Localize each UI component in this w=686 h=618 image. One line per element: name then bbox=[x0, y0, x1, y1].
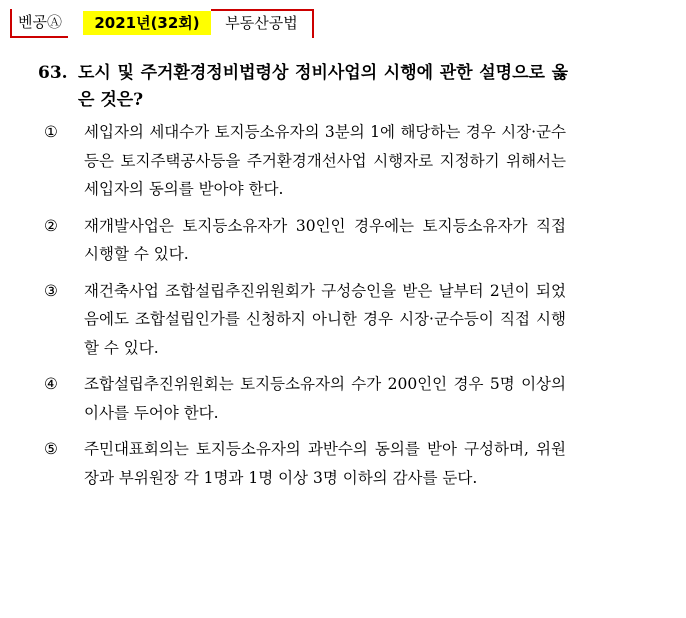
answer-option-1[interactable] bbox=[44, 118, 566, 204]
exam-year-badge: 2021년(32회) bbox=[83, 11, 211, 35]
answer-option-4[interactable] bbox=[44, 370, 566, 427]
answer-options bbox=[44, 118, 566, 500]
option-text: 재개발사업은 토지등소유자가 30인인 경우에는 토지등소유자가 직접 시행할 수 있다. bbox=[84, 216, 566, 263]
exam-subject: 부동산공법 bbox=[211, 9, 314, 38]
answer-option-3[interactable] bbox=[44, 277, 566, 363]
option-text: 조합설립추진위원회는 토지등소유자의 수가 200인인 경우 5명 이상의 이사를 두어야 한다. bbox=[84, 375, 566, 422]
option-text: 재건축사업 조합설립추진위원회가 구성승인을 받은 날부터 2년이 되었음에도 조합설립인가를 신청하지 아니한 경우 시장·군수등이 직접 시행할 수 있다. bbox=[84, 281, 566, 357]
option-number: ① bbox=[44, 123, 58, 141]
option-number: ④ bbox=[44, 375, 58, 393]
question-text: 도시 및 주거환경정비법령상 정비사업의 시행에 관한 설명으로 옳은 것은? bbox=[78, 63, 568, 110]
option-number: ② bbox=[44, 216, 58, 235]
option-number: ③ bbox=[44, 281, 58, 300]
answer-option-2[interactable] bbox=[44, 212, 566, 269]
question-stem bbox=[38, 60, 568, 114]
question-number: 63. bbox=[38, 63, 68, 83]
exam-tag: 벤공Ⓐ bbox=[10, 9, 68, 38]
option-text: 세입자의 세대수가 토지등소유자의 3분의 1에 해당하는 경우 시장·군수등은 토지주택공사등을 주거환경개선사업 시행자로 지정하기 위해서는 세입자의 동의를 받아야 한다. bbox=[84, 123, 566, 198]
exam-header bbox=[10, 9, 314, 39]
option-text: 주민대표회의는 토지등소유자의 과반수의 동의를 받아 구성하며, 위원장과 부위원장 각 1명과 1명 이상 3명 이하의 감사를 둔다. bbox=[84, 440, 566, 487]
answer-option-5[interactable] bbox=[44, 435, 566, 492]
option-number: ⑤ bbox=[44, 440, 58, 458]
